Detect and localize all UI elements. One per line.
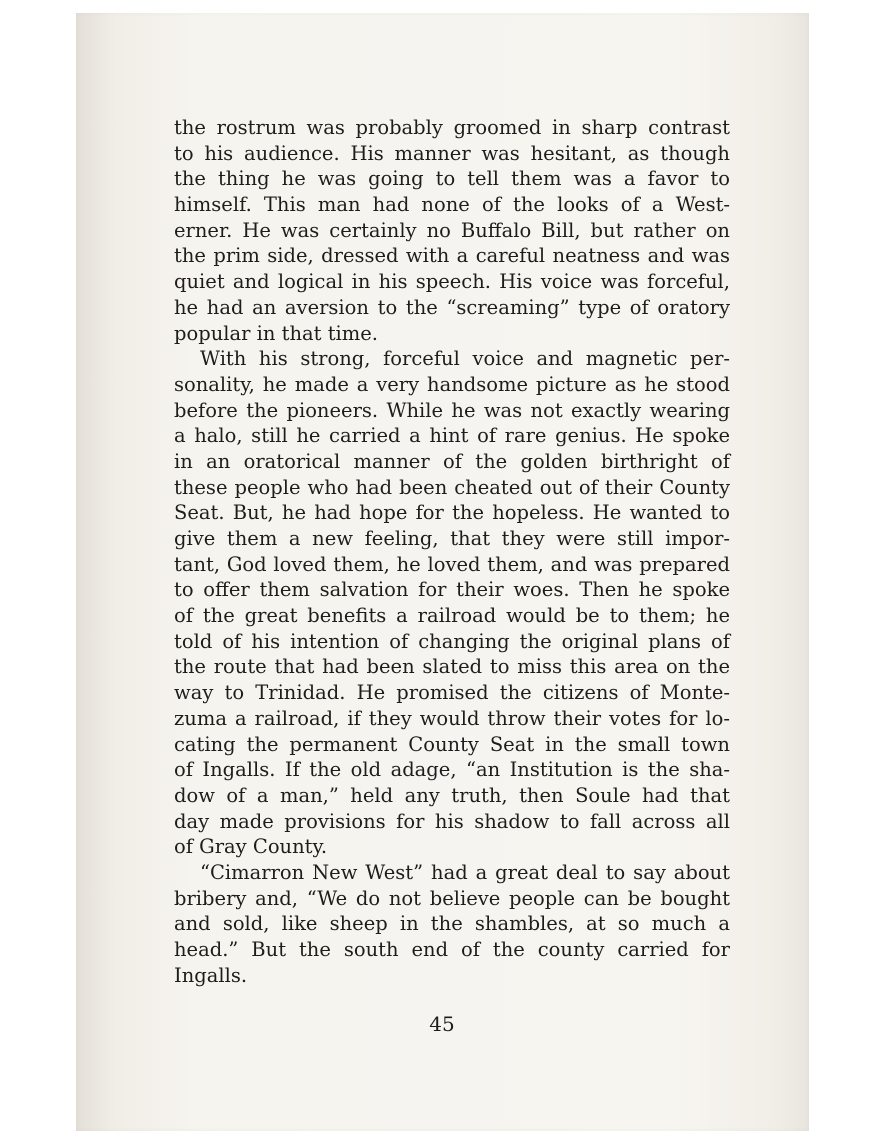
text-line: and sold, like sheep in the shambles, at so much a [174,912,730,936]
text-line: quiet and logical in his speech. His voice was forceful, [174,270,730,294]
text-line: the thing he was going to tell them was a favor to [174,167,730,191]
text-line: sonality, he made a very handsome picture as he stood [174,372,730,396]
page-number: 45 [429,1012,455,1036]
text-line: Ingalls. [174,963,248,987]
text-line: Seat. But, he had hope for the hopeless. He wanted to [174,501,730,525]
text-line: of Ingalls. If the old adage, “an Institution is the sha- [174,758,730,782]
text-line: of the great benefits a railroad would be to them; he [174,604,730,628]
text-line: day made provisions for his shadow to fall across all [174,809,730,833]
text-line: give them a new feeling, that they were still impor- [174,527,730,550]
text-line: of Gray County. [174,835,328,859]
text-line: popular in that time. [174,321,378,345]
text-line: told of his intention of changing the original plans of [174,629,730,653]
text-line: the prim side, dressed with a careful neatness and was [174,244,730,268]
text-line: these people who had been cheated out of their County [174,475,730,499]
text-line: zuma a railroad, if they would throw their votes for lo- [174,706,730,730]
text-line: in an oratorical manner of the golden birthright of [174,449,730,473]
text-line: to his audience. His manner was hesitant, as though [174,141,730,165]
text-line: dow of a man,” held any truth, then Soule had that [174,783,730,807]
text-line: bribery and, “We do not believe people can be bought [174,886,730,910]
text-line: erner. He was certainly no Buffalo Bill, but rather on [174,218,730,242]
text-line: he had an aversion to the “screaming” type of oratory [174,295,730,319]
text-line: tant, God loved them, he loved them, and was prepared [174,552,730,576]
text-line: to offer them salvation for their woes. Then he spoke [174,578,730,602]
text-line: “Cimarron New West” had a great deal to say about [200,860,730,884]
text-line: head.” But the south end of the county carried for [174,938,730,961]
text-line: the route that had been slated to miss this area on the [174,655,730,679]
text-line: the rostrum was probably groomed in sharp contrast [174,116,730,139]
body-text [174,115,730,988]
text-line: before the pioneers. While he was not exactly wearing [174,398,730,422]
text-line: With his strong, forceful voice and magnetic per- [200,347,730,371]
text-line: a halo, still he carried a hint of rare genius. He spoke [174,424,730,448]
text-line: himself. This man had none of the looks of a West- [174,193,730,217]
text-line: way to Trinidad. He promised the citizens of Monte- [174,681,730,705]
text-line: cating the permanent County Seat in the small town [174,732,730,756]
